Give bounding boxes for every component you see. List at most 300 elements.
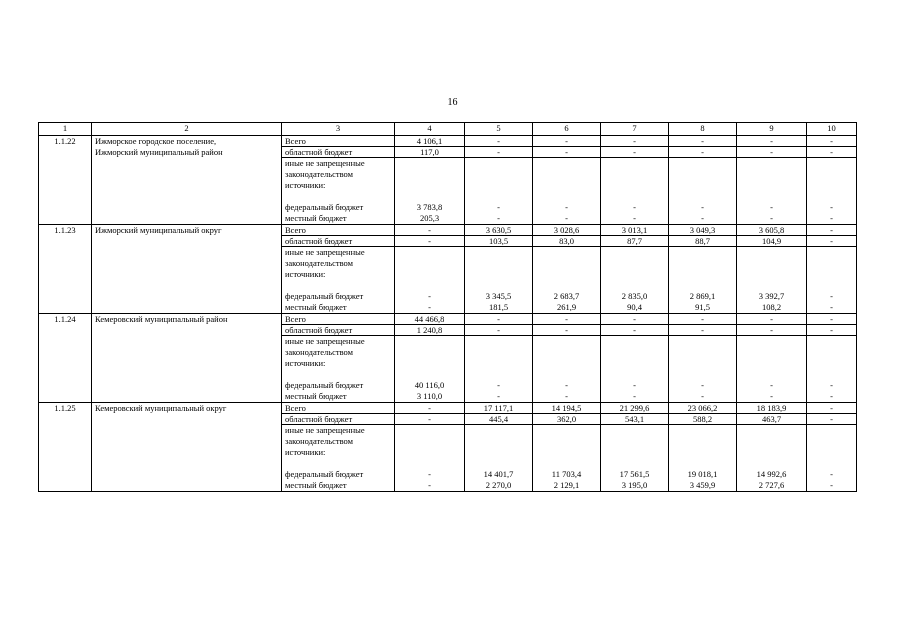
value-cell-combined [465,336,533,403]
value-cell-combined [395,247,465,314]
section-name [92,314,282,403]
spacer [398,425,461,436]
spacer [604,425,665,436]
section-code: 1.1.25 [39,403,92,492]
spacer [672,269,733,280]
value-federal: - [830,469,833,479]
spacer [604,191,665,202]
row-label-regional: областной бюджет [282,236,395,247]
value-local: - [565,213,568,223]
value-federal: 2 835,0 [621,291,648,301]
value-total: 17 117,1 [465,403,533,414]
spacer [604,158,665,169]
value-regional: 88,7 [669,236,737,247]
spacer [604,347,665,358]
spacer [468,280,529,291]
row-label-regional: областной бюджет [282,414,395,425]
value-cell-combined [737,158,807,225]
value-regional: - [669,325,737,336]
row-label-local: местный бюджет [285,391,347,401]
value-federal: - [428,291,431,301]
spacer [468,191,529,202]
row-label-total: Всего [282,403,395,414]
value-local: 90,4 [627,302,642,312]
value-total: - [395,403,465,414]
spacer [810,347,853,358]
value-regional: 87,7 [601,236,669,247]
value-federal: 3 392,7 [758,291,785,301]
value-federal: - [770,202,773,212]
section-code: 1.1.24 [39,314,92,403]
value-regional: 543,1 [601,414,669,425]
spacer [740,191,803,202]
spacer [536,180,597,191]
spacer [810,258,853,269]
other-sources-line: источники: [285,358,326,368]
value-cell-combined [669,336,737,403]
spacer [604,458,665,469]
column-header: 2 [92,123,282,136]
value-regional: - [807,325,857,336]
spacer [468,258,529,269]
row-label-total: Всего [282,225,395,236]
spacer [672,280,733,291]
value-total: - [533,314,601,325]
value-local: 261,9 [556,302,577,312]
value-total: 21 299,6 [601,403,669,414]
spacer [672,258,733,269]
column-header: 6 [533,123,601,136]
spacer [604,336,665,347]
spacer [740,158,803,169]
column-header: 8 [669,123,737,136]
value-cell-combined [601,425,669,492]
spacer [672,247,733,258]
spacer [398,336,461,347]
section-name-line: Кемеровский муниципальный район [95,314,228,324]
value-regional: - [533,147,601,158]
value-regional: - [601,147,669,158]
value-cell-combined [737,336,807,403]
value-total: 23 066,2 [669,403,737,414]
spacer [468,425,529,436]
value-federal: - [497,380,500,390]
spacer [536,358,597,369]
spacer [536,191,597,202]
value-local: - [830,302,833,312]
section-row-total [39,314,857,325]
value-regional: 1 240,8 [395,325,465,336]
section-name-line: Ижморское городское поселение, [95,136,217,146]
value-cell-combined [465,425,533,492]
row-label-other-sources [282,336,395,403]
spacer [536,347,597,358]
value-cell-combined [465,158,533,225]
spacer [536,458,597,469]
other-sources-line: источники: [285,447,326,457]
value-regional: 463,7 [737,414,807,425]
section-row-total [39,403,857,414]
spacer [285,191,391,202]
spacer [740,336,803,347]
value-regional: - [395,414,465,425]
value-cell-combined [465,247,533,314]
row-label-federal: федеральный бюджет [285,380,364,390]
value-local: 108,2 [761,302,782,312]
column-header: 10 [807,123,857,136]
value-local: 2 129,1 [553,480,580,490]
value-cell-combined [807,158,857,225]
value-cell-combined [533,158,601,225]
value-local: - [497,213,500,223]
value-federal: 11 703,4 [551,469,582,479]
spacer [740,447,803,458]
spacer [740,247,803,258]
spacer [468,336,529,347]
spacer [468,436,529,447]
value-regional: 445,4 [465,414,533,425]
header-row [39,123,857,136]
other-sources-line: источники: [285,180,326,190]
value-local: - [701,213,704,223]
section-name-line: Ижморский муниципальный округ [95,225,222,235]
spacer [285,369,391,380]
value-cell-combined [533,425,601,492]
spacer [604,280,665,291]
value-total: 44 466,8 [395,314,465,325]
spacer [398,358,461,369]
spacer [536,158,597,169]
value-local: - [770,391,773,401]
value-local: 181,5 [488,302,509,312]
value-local: 205,3 [419,213,440,223]
spacer [285,458,391,469]
spacer [810,191,853,202]
spacer [740,258,803,269]
spacer [672,347,733,358]
spacer [468,158,529,169]
spacer [672,458,733,469]
spacer [604,447,665,458]
column-header: 1 [39,123,92,136]
other-sources-line: законодательством [285,258,354,268]
spacer [740,180,803,191]
spacer [740,269,803,280]
value-local: - [428,480,431,490]
row-label-other-sources [282,247,395,314]
row-label-regional: областной бюджет [282,147,395,158]
spacer [740,280,803,291]
value-local: 2 270,0 [485,480,512,490]
section-code: 1.1.23 [39,225,92,314]
value-federal: 14 992,6 [756,469,787,479]
value-regional: - [465,325,533,336]
spacer [810,447,853,458]
spacer [398,458,461,469]
value-federal: - [830,202,833,212]
spacer [285,280,391,291]
spacer [740,169,803,180]
value-local: 2 727,6 [758,480,785,490]
value-local: - [497,391,500,401]
spacer [398,269,461,280]
spacer [398,247,461,258]
value-federal: - [830,291,833,301]
column-header: 4 [395,123,465,136]
spacer [740,458,803,469]
value-local: - [830,213,833,223]
value-federal: - [565,202,568,212]
spacer [740,369,803,380]
value-federal: 14 401,7 [483,469,514,479]
value-total: - [601,136,669,147]
value-cell-combined [601,336,669,403]
spacer [672,358,733,369]
spacer [468,269,529,280]
spacer [810,247,853,258]
value-federal: - [770,380,773,390]
spacer [536,336,597,347]
value-federal: - [565,380,568,390]
column-header: 9 [737,123,807,136]
section-name [92,403,282,492]
spacer [536,269,597,280]
spacer [672,180,733,191]
value-regional: - [395,236,465,247]
value-cell-combined [395,336,465,403]
spacer [536,425,597,436]
spacer [398,191,461,202]
value-total: - [669,314,737,325]
value-regional: - [669,147,737,158]
value-federal: 2 869,1 [689,291,716,301]
spacer [810,169,853,180]
value-regional: 83,0 [533,236,601,247]
spacer [604,169,665,180]
value-regional: - [807,147,857,158]
value-local: - [565,391,568,401]
column-header: 7 [601,123,669,136]
value-cell-combined [807,336,857,403]
row-label-federal: федеральный бюджет [285,469,364,479]
row-label-local: местный бюджет [285,302,347,312]
value-regional: - [737,325,807,336]
value-regional: 117,0 [395,147,465,158]
spacer [672,369,733,380]
spacer [740,425,803,436]
spacer [468,369,529,380]
spacer [672,425,733,436]
value-local: - [830,391,833,401]
spacer [536,258,597,269]
spacer [810,336,853,347]
spacer [604,358,665,369]
value-federal: - [633,202,636,212]
value-cell-combined [737,247,807,314]
row-label-other-sources [282,425,395,492]
spacer [398,169,461,180]
spacer [810,425,853,436]
value-regional: 588,2 [669,414,737,425]
value-local: - [633,213,636,223]
spacer [810,458,853,469]
row-label-local: местный бюджет [285,480,347,490]
value-local: 3 195,0 [621,480,648,490]
row-label-total: Всего [282,314,395,325]
value-total: - [533,136,601,147]
spacer [740,358,803,369]
section-code: 1.1.22 [39,136,92,225]
value-regional: 103,5 [465,236,533,247]
value-total: 3 605,8 [737,225,807,236]
spacer [810,269,853,280]
spacer [468,347,529,358]
value-total: - [807,225,857,236]
spacer [468,169,529,180]
value-cell-combined [533,336,601,403]
spacer [672,191,733,202]
spacer [672,169,733,180]
spacer [604,436,665,447]
spacer [536,247,597,258]
spacer [468,358,529,369]
value-cell-combined [601,247,669,314]
budget-table [38,122,857,492]
value-total: - [669,136,737,147]
value-local: 3 459,9 [689,480,716,490]
value-regional: 362,0 [533,414,601,425]
value-cell-combined [669,247,737,314]
page-number: 16 [447,97,458,108]
value-federal: - [633,380,636,390]
row-label-federal: федеральный бюджет [285,291,364,301]
section-row-total [39,136,857,147]
row-label-federal: федеральный бюджет [285,202,364,212]
spacer [604,369,665,380]
spacer [604,180,665,191]
spacer [672,447,733,458]
value-cell-combined [395,425,465,492]
value-federal: 40 116,0 [414,380,445,390]
value-total: 3 013,1 [601,225,669,236]
spacer [604,269,665,280]
row-label-local: местный бюджет [285,213,347,223]
value-local: 3 110,0 [416,391,443,401]
spacer [398,369,461,380]
row-label-regional: областной бюджет [282,325,395,336]
other-sources-line: законодательством [285,169,354,179]
section-name-line: Ижморский муниципальный район [95,147,223,157]
spacer [536,280,597,291]
value-total: - [395,225,465,236]
value-local: - [830,480,833,490]
spacer [536,447,597,458]
value-cell-combined [737,425,807,492]
value-local: - [428,302,431,312]
spacer [536,436,597,447]
spacer [604,258,665,269]
other-sources-line: законодательством [285,347,354,357]
section-name-line: Кемеровский муниципальный округ [95,403,227,413]
value-regional: - [737,147,807,158]
value-total: 3 630,5 [465,225,533,236]
spacer [398,180,461,191]
section-name [92,136,282,225]
value-federal: 17 561,5 [619,469,650,479]
spacer [468,180,529,191]
spacer [810,280,853,291]
value-total: - [807,403,857,414]
value-regional: 104,9 [737,236,807,247]
value-total: 4 106,1 [395,136,465,147]
row-label-total: Всего [282,136,395,147]
value-total: 14 194,5 [533,403,601,414]
spacer [810,158,853,169]
value-cell-combined [395,158,465,225]
value-local: 91,5 [695,302,710,312]
value-federal: 19 018,1 [687,469,718,479]
section-name [92,225,282,314]
value-total: - [465,314,533,325]
value-regional: - [533,325,601,336]
value-cell-combined [601,158,669,225]
spacer [398,436,461,447]
section-row-total [39,225,857,236]
column-header: 5 [465,123,533,136]
spacer [740,436,803,447]
value-federal: - [701,202,704,212]
value-federal: - [830,380,833,390]
value-regional: - [601,325,669,336]
spacer [468,247,529,258]
value-federal: - [428,469,431,479]
value-federal: 2 683,7 [553,291,580,301]
spacer [468,458,529,469]
value-federal: 3 783,8 [416,202,443,212]
spacer [398,447,461,458]
value-federal: 3 345,5 [485,291,512,301]
spacer [810,180,853,191]
spacer [536,369,597,380]
column-header: 3 [282,123,395,136]
value-cell-combined [669,158,737,225]
value-cell-combined [669,425,737,492]
value-cell-combined [807,247,857,314]
row-label-other-sources [282,158,395,225]
spacer [398,158,461,169]
value-total: 3 049,3 [669,225,737,236]
spacer [468,447,529,458]
value-local: - [770,213,773,223]
value-federal: - [497,202,500,212]
value-total: - [601,314,669,325]
spacer [810,436,853,447]
spacer [672,158,733,169]
spacer [810,358,853,369]
value-cell-combined [807,425,857,492]
other-sources-line: иные не запрещенные [285,336,365,346]
value-federal: - [701,380,704,390]
value-total: 3 028,6 [533,225,601,236]
spacer [604,247,665,258]
value-local: - [633,391,636,401]
spacer [810,369,853,380]
other-sources-line: законодательством [285,436,354,446]
value-regional: - [807,414,857,425]
spacer [398,258,461,269]
value-regional: - [807,236,857,247]
value-total: - [465,136,533,147]
